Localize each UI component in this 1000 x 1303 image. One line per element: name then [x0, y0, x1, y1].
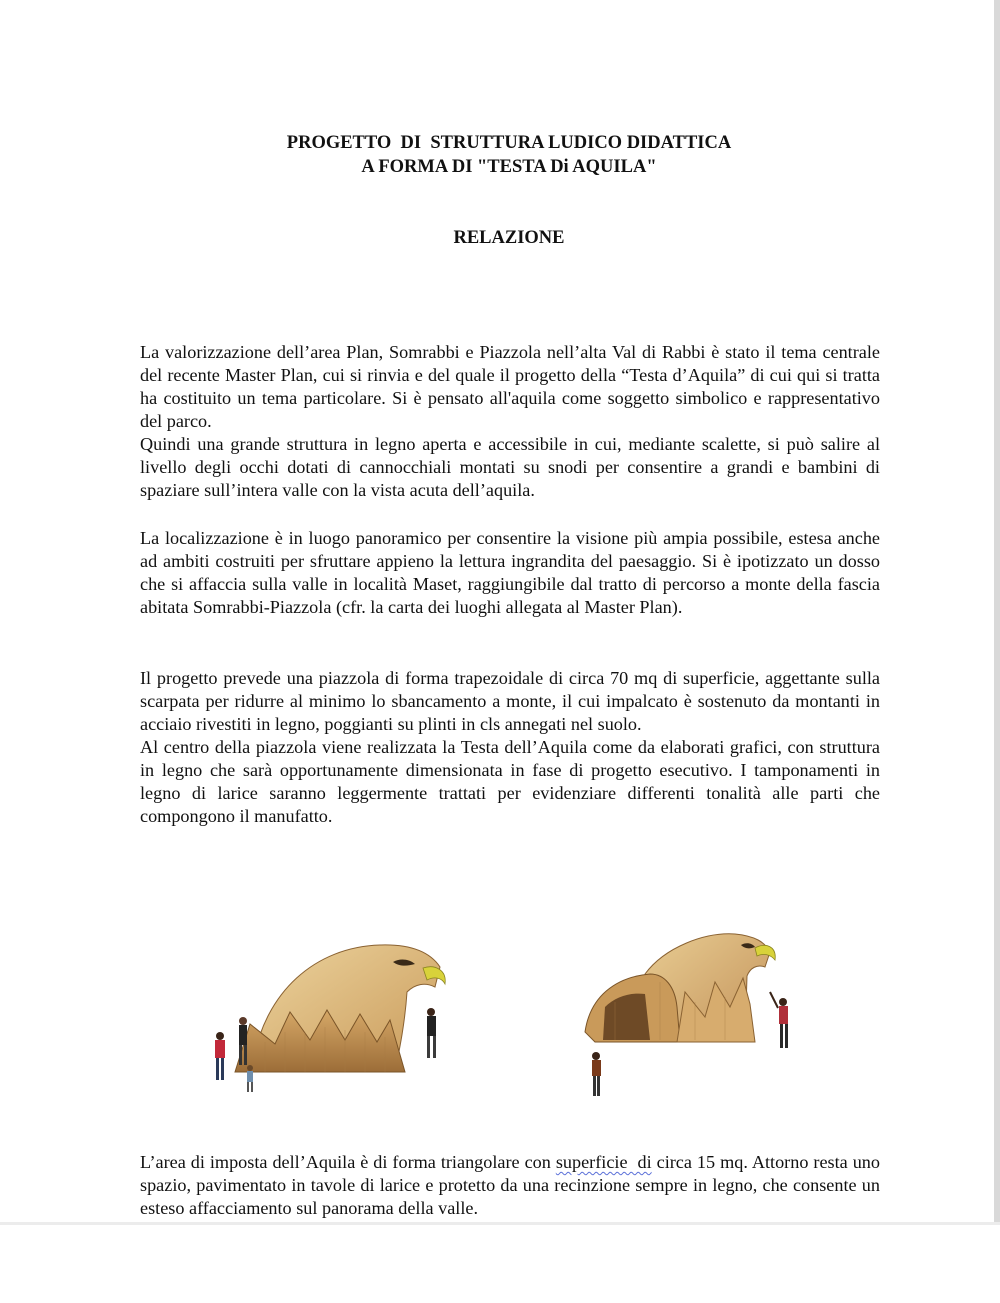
eagle-head-render-front-view	[565, 912, 825, 1112]
section-heading: RELAZIONE	[453, 228, 565, 248]
paragraph-3: Il progetto prevede una piazzola di forma trapezoidale di circa 70 mq di superficie, aggettante sulla scarpata per ridurre al minimo lo sbancamento a monte, il cui impalcato è sostenuto da montanti in acciaio rivestiti in legno, poggianti su plinti in cls annegati nel suolo. Al centro della piazzola viene realizzata la Testa dell’Aquila come da elaborati grafici, con struttura in legno che sarà opportunamente dimensionata in fase di progetto esecutivo. I tamponamenti in legno di larice saranno leggermente trattati per evidenziare differenti tonalità alle parti che compongono il manufatto.	[140, 668, 880, 826]
paragraph-4	[140, 1151, 885, 1220]
document-title-line-1: PROGETTO DI STRUTTURA LUDICO DIDATTICA	[286, 133, 732, 153]
paragraph-2: La localizzazione è in luogo panoramico per consentire la visione più ampia possibile, estesa anche ad ambiti costruiti per sfruttare appieno la lettura ingrandita del paesaggio. Si è ipotizzato un dosso che si affaccia sulla valle in località Maset, raggiungibile dal tratto di percorso a monte della fascia abitata Somrabbi-Piazzola (cfr. la carta dei luoghi allegata al Master Plan).	[140, 528, 880, 617]
page-right-edge	[994, 0, 1000, 1225]
paragraph-4-text-b: circa 15 mq. Attorno resta uno spazio, pavimentato in tavole di larice e protetto da una recinzione sempre in legno, che consente un esteso affacciamento sul panorama della valle.	[140, 1152, 885, 1218]
paragraph-1: La valorizzazione dell’area Plan, Somrabbi e Piazzola nell’alta Val di Rabbi è stato il tema centrale del recente Master Plan, cui si rinvia e del quale il progetto della “Testa d’Aquila” di cui qui si tratta ha costituito un tema particolare. Si è pensato all'aquila come soggetto simbolico e rappresentativo del parco. Quindi una grande struttura in legno aperta e accessibile in cui, mediante scalette, si può salire al livello degli occhi dotati di cannocchiali montati su snodi per consentire a grandi e bambini di spaziare sull’intera valle con la vista acuta dell’aquila.	[140, 342, 880, 500]
spellcheck-marked-text: superficie di	[555, 1152, 652, 1172]
page-bottom-edge	[0, 1222, 1000, 1225]
eagle-head-render-side-view	[195, 912, 475, 1112]
paragraph-4-text-a: L’area di imposta dell’Aquila è di forma triangolare con	[140, 1152, 556, 1172]
document-title-line-2: A FORMA DI "TESTA Di AQUILA"	[361, 157, 657, 177]
